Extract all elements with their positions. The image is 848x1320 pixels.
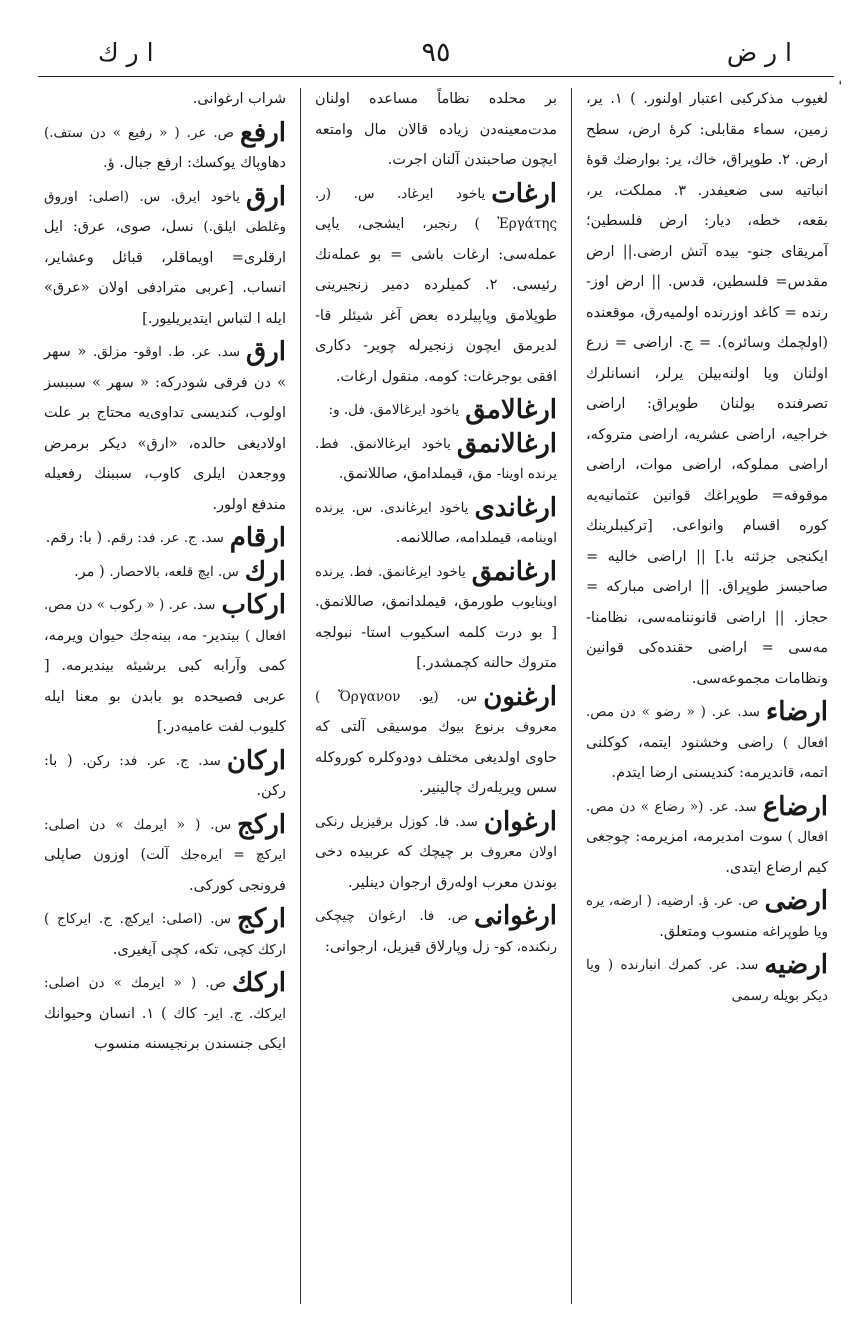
dictionary-entry [44, 337, 286, 520]
entry-grammar: یاخود ایرغانمق. فط. یرنده اوینایوب [315, 563, 557, 610]
entry-grammar: س. (یو. Ὄργανον ) معروف برنوع بیوك [315, 688, 557, 735]
entry-definition: ( با: رکن. [44, 752, 286, 799]
entry-grammar: سد. ج. عر. فد: رقم. [106, 530, 224, 546]
dictionary-entry [315, 429, 557, 490]
entry-definition: شراب ارغوانی. [192, 91, 286, 107]
entry-grammar: س. ( « ایرمك » دن اصلی: ایرکچ = ایره‌جك [44, 816, 286, 863]
entry-grammar: سد. فا. کوزل برقیزیل رنکی اولان معروف [315, 813, 557, 860]
dictionary-entry [44, 118, 286, 179]
dictionary-entry [315, 901, 557, 962]
entry-headword: ارق [246, 181, 286, 212]
entry-headword: ارغوان [483, 806, 557, 837]
entry-headword: ارق [246, 337, 286, 367]
header-rule [38, 76, 834, 77]
entry-headword: ارکك [231, 968, 286, 998]
entry-definition: موسیقی آلتی که حاوی اولدیغی مختلف دودوکلره کوروکله سس ویریله‌رك چالینیر. [315, 719, 557, 796]
entry-grammar: یاخود ایرغالامق. فل. و: [328, 402, 460, 418]
dictionary-entry [315, 493, 557, 554]
entry-grammar: یاخود ایرغاندی. س. یرنده اوینامه، [315, 499, 557, 546]
entry-headword: ارکج [237, 809, 286, 840]
dictionary-entry [586, 697, 828, 789]
dictionary-entry [44, 968, 286, 1060]
entry-headword: ارك [244, 556, 286, 587]
entry-definition: قیملدامه، صاللانمه. [395, 530, 512, 546]
column-divider [292, 84, 309, 1304]
dictionary-entry [44, 590, 286, 743]
dictionary-entry [44, 746, 286, 807]
entry-definition: تکه، کچی آیغیری. [112, 941, 219, 958]
entry-headword: ارفع [239, 117, 286, 148]
entry-headword: ارضاء [765, 697, 828, 727]
dictionary-entry [44, 810, 286, 902]
entry-headword: ارغات [491, 178, 557, 209]
margin-mark: ˈ [838, 78, 843, 97]
entry-headword: ارکج [237, 904, 286, 934]
entry-definition: بر محلده نظاماً مساعده اولنان مدت‌معینه‌دن زیاده قالان مال وامتعه ایچون صاحبندن آلنان اجرت. [315, 91, 557, 168]
entry-headword: ارغالامق [465, 395, 557, 425]
entry-headword: ارغالانمق [456, 428, 557, 459]
dictionary-entry [315, 84, 557, 176]
entry-grammar: سد. عر. ط. اوقو- مزلق. [92, 344, 241, 360]
entry-grammar: ص. عر. ؤ. ارضیه. ( ارضه، یره ویا طوپراغه [586, 893, 828, 940]
dictionary-entry [44, 904, 286, 965]
dictionary-entry [315, 395, 557, 426]
entry-definition: بیندیر- مه، بینه‌جك حیوان ویرمه، کمی وآرابه کبی برشیئه بیندیرمه. [ عربی فصیحده بو بابدن بو معنا ایله کلیوب لفت عامیه‌در.] [44, 627, 286, 735]
dictionary-entry [315, 557, 557, 679]
column-left [38, 84, 292, 1304]
column-right [580, 84, 834, 1304]
entry-definition: « سهر » دن فرقی شودرکه: « سهر » سببسز اولوب، کندیسی تداوی‌یه محتاج بر علت اولادیغی حالده، «ارق» دیکر برمرض ووجعدن ایلری کاوب، سببنك رفعیله مندفع اولور. [44, 344, 286, 513]
entry-grammar: سد. عر. (« رضاع » دن مص. افعال ) [586, 798, 828, 845]
entry-definition: ( مر. [74, 563, 105, 580]
entry-headword: ارغانمق [471, 556, 557, 587]
entry-definition: سوت امدیرمه، امزیرمه: چوجغی کیم ارضاع ایتدی. [586, 829, 828, 876]
entry-definition: بر چیچك که عربیده دخی بوندن معرب اوله‌رق ارجوان دینلیر. [315, 844, 557, 891]
dictionary-entry [44, 84, 286, 115]
entry-definition: آلت) اوزون صاپلی فرونجی کوركی. [44, 847, 286, 894]
entry-definition: طورمق، قیملدانمق، صاللانمق. [ بو درت کلمه اسکیوب استا- نبولجه متروك حالنه کچمشدر.] [315, 594, 557, 671]
entry-headword: ارضی [764, 886, 828, 916]
dictionary-entry [315, 682, 557, 804]
entry-definition: مق، قیملدامق، صاللانمق. [338, 466, 493, 482]
entry-definition: ایشجی، یاپی عمله‌سی: ارغات باشی = بو عمله‌نك رئیسی. ٢. کمیلرده دمیر زنجیرینی طوپلامق وپاپیلرده بعض آغر شیئلر قا- لدیرمق ایچون زنجیرله چویر- دکاری افقی بوجرغات: کومه. منقول ارغات. [315, 216, 558, 385]
column-divider [563, 84, 580, 1304]
dictionary-entry [586, 950, 828, 1011]
dictionary-entry [586, 792, 828, 884]
entry-headword: ارکاب [221, 590, 286, 620]
page-header [38, 36, 834, 76]
dictionary-entry [586, 886, 828, 947]
page-number: ٩٥ [421, 37, 451, 68]
entry-definition: نسل، صوی، عرق: ایل ارقلری= اویماقلر، قبائل وعشایر، انساب. [عربی مترادفی اولان «عرق» ایله ا لتباس ایتدیریلیور.] [44, 219, 286, 327]
entry-definition: ( با: رقم. [45, 530, 103, 546]
running-head-right: ا ر ض [726, 38, 792, 67]
entry-grammar: سد. عر. کمرك انبارنده ( ویا دیکر بویله رسمی [586, 957, 828, 1004]
entry-grammar: ص. عر. ( « رفیع » دن ستف.) [44, 124, 234, 141]
entry-grammar: س. (اصلی: ایرکچ. ج. ایرکاج ) ارکك کچی، [44, 911, 286, 958]
entry-grammar: سد. ج. عر. فد: رکن. [82, 752, 221, 769]
entry-definition: دهاوپاك یوكسك: ارفع جبال. ؤ. [102, 155, 286, 171]
entry-headword: ارغوانی [474, 901, 557, 931]
entry-grammar: س. ایچ قلعه، بالاحصار. [109, 563, 239, 580]
dictionary-entry [315, 179, 557, 393]
column-middle [309, 84, 563, 1304]
entry-headword: ارکان [226, 745, 286, 776]
dictionary-entry [44, 557, 286, 588]
entry-definition: منسوب ومتعلق. [659, 923, 758, 940]
dictionary-entry [44, 523, 286, 554]
entry-grammar: ص. ( « ایرمك » دن اصلی: ایرکك. ج. ایر- [44, 975, 287, 1022]
running-head-left: ا ر ك [98, 38, 154, 67]
dictionary-entry [315, 807, 557, 899]
entry-definition: راضی وخشنود ایتمه، کوکلنی اتمه، قاندیرمه: کندیسنی ارضا ایتدم. [586, 734, 828, 781]
entry-definition: لغیوب مذکرکبی اعتبار اولنور. ) ١. یر، زمین، سماء مقابلی: کرهٔ ارض، سطح ارض. ٢. طوپراق، خاك، یر: بوارضك قوهٔ انباتیه سی ضعیفدر. ٣. مملکت، یر، بقعه، خطه، دیار: ارض فلسطین؛ آمریقای جنو- بیده آتش ارضی.|| ارض مقدس= فلسطین، قدس. || ارض اوز- رنده = کاغد اوزرنده اولمیه‌رق، موقعنده (اولچمك وسائره). = ج. اراضی = زرع اولنان ویا اولنه‌بیلن یرلر، انسانلرك تصرفنده بولنان طوپراق: اراضی خراجیه، اراضی عشریه، اراضی متروکه، اراضی مملوکه، اراضی موات، اراضی موقوفه= طوپراغك قوانین عثمانیه‌یه کوره اقسام وانواعی. [ترکیبلرینك ایکنجی جزئنه با.] || اراضی خالیه = صاحبسز طوپراق. || اراضی مبارکه = حجاز. || اراضی قانوننامه‌سی، نظامنا- مه‌سی = اراضی حقنده‌کی قوانین ونظامات مجموعه‌سی. [586, 91, 829, 687]
entry-grammar: یاخود ایرق. س. (اصلی: اوروق وغلطی ایلق.) [44, 188, 287, 235]
entry-headword: ارغنون [483, 681, 557, 712]
entry-definition: زل وپارلاق قیزیل، ارجوانی: [324, 938, 490, 955]
entry-headword: ارغاندی [474, 492, 557, 523]
entry-grammar: ص. فا. ارغوان چیچکی رنکنده، کو- [315, 908, 557, 955]
entry-headword: ارضاع [762, 791, 828, 822]
entry-grammar: یاخود ایرغالانمق. فط. یرنده اوینا- [315, 435, 557, 482]
entry-headword: ارقام [229, 523, 286, 553]
entry-grammar: سد. عر. ( « رضو » دن مص. افعال ) [586, 704, 828, 751]
entry-grammar: یاخود ایرغاد. س. (ر. Ἐργάτης ) رنجبر، [315, 185, 558, 232]
entry-headword: ارضیه [764, 950, 828, 980]
dictionary-columns [38, 84, 834, 1304]
dictionary-entry [44, 182, 286, 335]
entry-definition: کاك ) ١. انسان وحیوانك ایکی جنسندن برنجیسنه منسوب [44, 1005, 286, 1052]
entry-grammar: سد. عر. ( « رکوب » دن مص. افعال ) [44, 597, 286, 644]
dictionary-entry [586, 84, 828, 694]
